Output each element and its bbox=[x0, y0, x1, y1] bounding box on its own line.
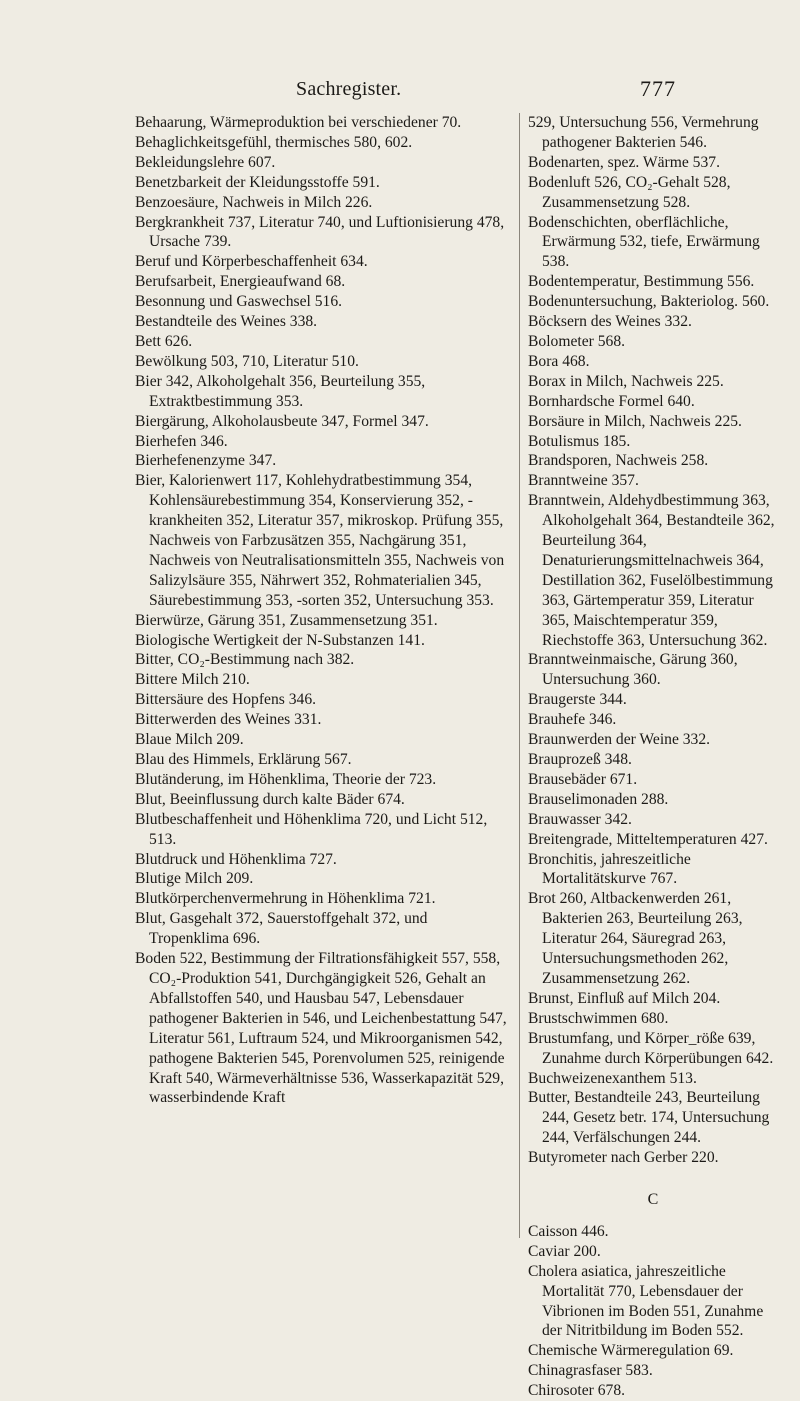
index-entry: Bierhefenenzyme 347. bbox=[135, 452, 277, 470]
index-column-left bbox=[135, 113, 511, 1108]
index-entry: Brauselimonaden 288. bbox=[528, 790, 669, 808]
index-entry: Bodenluft 526, CO₂-Gehalt 528, Zusammensetzung 528. bbox=[528, 173, 731, 211]
running-title: Sachregister. bbox=[296, 78, 402, 100]
index-entry: Besonnung und Gaswechsel 516. bbox=[135, 293, 343, 311]
index-entry: Bitter, CO₂-Bestimmung nach 382. bbox=[135, 651, 355, 669]
page-number: 777 bbox=[640, 76, 676, 101]
index-entry: 529, Untersuchung 556, Vermehrung pathogener Bakterien 546. bbox=[528, 114, 759, 151]
index-entry: Blutige Milch 209. bbox=[135, 870, 254, 888]
index-entry: Brausebäder 671. bbox=[528, 770, 638, 788]
index-entry: Blutkörperchenvermehrung in Höhenklima 721. bbox=[135, 890, 436, 908]
index-entry: Berufsarbeit, Energieaufwand 68. bbox=[135, 273, 346, 291]
index-entry: Brauhefe 346. bbox=[528, 711, 617, 729]
index-entry: Blau des Himmels, Erklärung 567. bbox=[135, 751, 352, 768]
index-entry: Breitengrade, Mitteltemperaturen 427. bbox=[528, 830, 768, 848]
index-entry: Branntwein, Aldehydbestimmung 363, Alkoholgehalt 364, Bestandteile 362, Beurteilung 364, Denaturierungsmittelnachweis 364, Destillation 362, Fuselölbestimmung 363, Gärtemperatur 359, Literatur 365, Maischtemperatur 359, Riechstoffe 363, Untersuchung 362. bbox=[528, 492, 775, 649]
section-letter: C bbox=[647, 1191, 659, 1209]
index-entry: Blutänderung, im Höhenklima, Theorie der 723. bbox=[135, 770, 437, 788]
index-entry: Beruf und Körperbeschaffenheit 634. bbox=[135, 253, 368, 271]
index-entry: Bierwürze, Gärung 351, Zusammensetzung 351. bbox=[135, 611, 438, 629]
page-header bbox=[0, 78, 800, 102]
index-entry: Cholera asiatica, jahreszeitliche Mortalität 770, Lebensdauer der Vibrionen im Boden 551, Zunahme der Nitritbildung im Boden 552. bbox=[528, 1262, 764, 1340]
index-entry: Benetzbarkeit der Kleidungsstoffe 591. bbox=[135, 173, 380, 191]
index-column-right bbox=[528, 113, 778, 1401]
index-entry: Blutdruck und Höhenklima 727. bbox=[135, 850, 337, 868]
index-entry: Branntweine 357. bbox=[528, 472, 639, 490]
index-entry: Bolometer 568. bbox=[528, 332, 626, 350]
column-divider bbox=[519, 113, 520, 1238]
index-entry: Blut, Beeinflussung durch kalte Bäder 674. bbox=[135, 790, 405, 808]
index-entry: Brot 260, Altbackenwerden 261, Bakterien 263, Beurteilung 263, Literatur 264, Säuregrad 263, Untersuchungsmethoden 262, Zusammensetzung 262. bbox=[528, 890, 743, 987]
index-entry: Brustumfang, und Körper_röße 639, Zunahme durch Körperübungen 642. bbox=[528, 1029, 774, 1067]
index-entry: Behaglichkeitsgefühl, thermisches 580, 602. bbox=[135, 133, 413, 151]
index-entry: Brunst, Einfluß auf Milch 204. bbox=[528, 989, 721, 1007]
index-entry: Biologische Wertigkeit der N-Substanzen 141. bbox=[135, 631, 425, 649]
index-entry: Chemische Wärmeregulation 69. bbox=[528, 1342, 734, 1360]
index-entry: Borsäure in Milch, Nachweis 225. bbox=[528, 412, 742, 430]
index-entry: Bodenuntersuchung, Bakteriolog. 560. bbox=[528, 293, 770, 311]
index-entry: Braugerste 344. bbox=[528, 691, 627, 709]
index-entry: Bittere Milch 210. bbox=[135, 671, 250, 689]
index-entry: Bora 468. bbox=[528, 352, 590, 370]
right-entries-c bbox=[528, 1222, 778, 1401]
index-entry: Butter, Bestandteile 243, Beurteilung 244, Gesetz betr. 174, Untersuchung 244, Verfälschungen 244. bbox=[528, 1089, 770, 1147]
index-entry: Caviar 200. bbox=[528, 1242, 601, 1260]
index-entry: Blaue Milch 209. bbox=[135, 731, 244, 749]
index-entry: Bier 342, Alkoholgehalt 356, Beurteilung 355, Extraktbestimmung 353. bbox=[135, 372, 426, 410]
index-entry: Borax in Milch, Nachweis 225. bbox=[528, 372, 724, 390]
index-entry: Blutbeschaffenheit und Höhenklima 720, und Licht 512, 513. bbox=[135, 810, 488, 848]
index-entry: Chirosoter 678. bbox=[528, 1382, 626, 1400]
index-entry: Benzoesäure, Nachweis in Milch 226. bbox=[135, 193, 373, 211]
index-entry: Bergkrankheit 737, Literatur 740, und Luftionisierung 478, Ursache 739. bbox=[135, 213, 505, 251]
index-entry: Bierhefen 346. bbox=[135, 432, 228, 450]
index-entry: Bitterwerden des Weines 331. bbox=[135, 711, 322, 729]
index-entry: Bestandteile des Weines 338. bbox=[135, 313, 318, 331]
index-entry: Bornhardsche Formel 640. bbox=[528, 392, 695, 410]
index-entry: Butyrometer nach Gerber 220. bbox=[528, 1149, 719, 1167]
index-entry: Chinagrasfaser 583. bbox=[528, 1362, 653, 1380]
index-entry: Bekleidungslehre 607. bbox=[135, 153, 276, 171]
index-entry: Behaarung, Wärmeproduktion bei verschiedener 70. bbox=[135, 114, 462, 131]
index-entry: Braunwerden der Weine 332. bbox=[528, 731, 711, 749]
index-entry: Bett 626. bbox=[135, 332, 193, 350]
index-entry: Brustschwimmen 680. bbox=[528, 1009, 669, 1027]
index-entry: Brauprozeß 348. bbox=[528, 751, 632, 768]
index-entry: Bronchitis, jahreszeitliche Mortalitätskurve 767. bbox=[528, 850, 691, 888]
index-entry: Branntweinmaische, Gärung 360, Untersuchung 360. bbox=[528, 651, 738, 689]
index-entry: Bier, Kalorienwert 117, Kohlehydratbestimmung 354, Kohlensäurebestimmung 354, Konservierung 352, -krankheiten 352, Literatur 357, mikroskop. Prüfung 355, Nachweis von Farbzusätzen 355, Nachgärung 351, Nachweis von Neutralisationsmitteln 355, Nachweis von Salizylsäure 355, Nährwert 352, Rohmaterialien 345, Säurebestimmung 353, -sorten 352, Untersuchung 353. bbox=[135, 472, 505, 609]
index-entry: Caisson 446. bbox=[528, 1222, 609, 1240]
index-entry: Böcksern des Weines 332. bbox=[528, 313, 692, 331]
index-entry: Biergärung, Alkoholausbeute 347, Formel 347. bbox=[135, 412, 429, 430]
index-entry: Bewölkung 503, 710, Literatur 510. bbox=[135, 352, 359, 370]
index-entry: Bittersäure des Hopfens 346. bbox=[135, 691, 317, 709]
index-entry: Buchweizenexanthem 513. bbox=[528, 1069, 697, 1087]
index-entry: Brauwasser 342. bbox=[528, 810, 632, 828]
right-entries-b bbox=[528, 113, 778, 1168]
index-entry: Bodenschichten, oberflächliche, Erwärmung 532, tiefe, Erwärmung 538. bbox=[528, 213, 760, 271]
index-entry: Blut, Gasgehalt 372, Sauerstoffgehalt 372, und Tropenklima 696. bbox=[135, 910, 428, 948]
index-entry: Botulismus 185. bbox=[528, 432, 631, 450]
index-entry: Brandsporen, Nachweis 258. bbox=[528, 452, 709, 470]
index-entry: Bodenarten, spez. Wärme 537. bbox=[528, 153, 720, 171]
index-entry: Boden 522, Bestimmung der Filtrationsfähigkeit 557, 558, CO₂-Produktion 541, Durchgängigkeit 526, Gehalt an Abfallstoffen 540, und Hausbau 547, Lebensdauer pathogener Bakterien in 546, und Leichenbestattung 547, Literatur 561, Luftraum 524, und Mikroorganismen 542, pathogene Bakterien 545, Porenvolumen 525, reinigende Kraft 540, Wärmeverhältnisse 536, Wasserkapazität 529, wasserbindende Kraft bbox=[135, 950, 507, 1107]
index-entry: Bodentemperatur, Bestimmung 556. bbox=[528, 273, 755, 291]
